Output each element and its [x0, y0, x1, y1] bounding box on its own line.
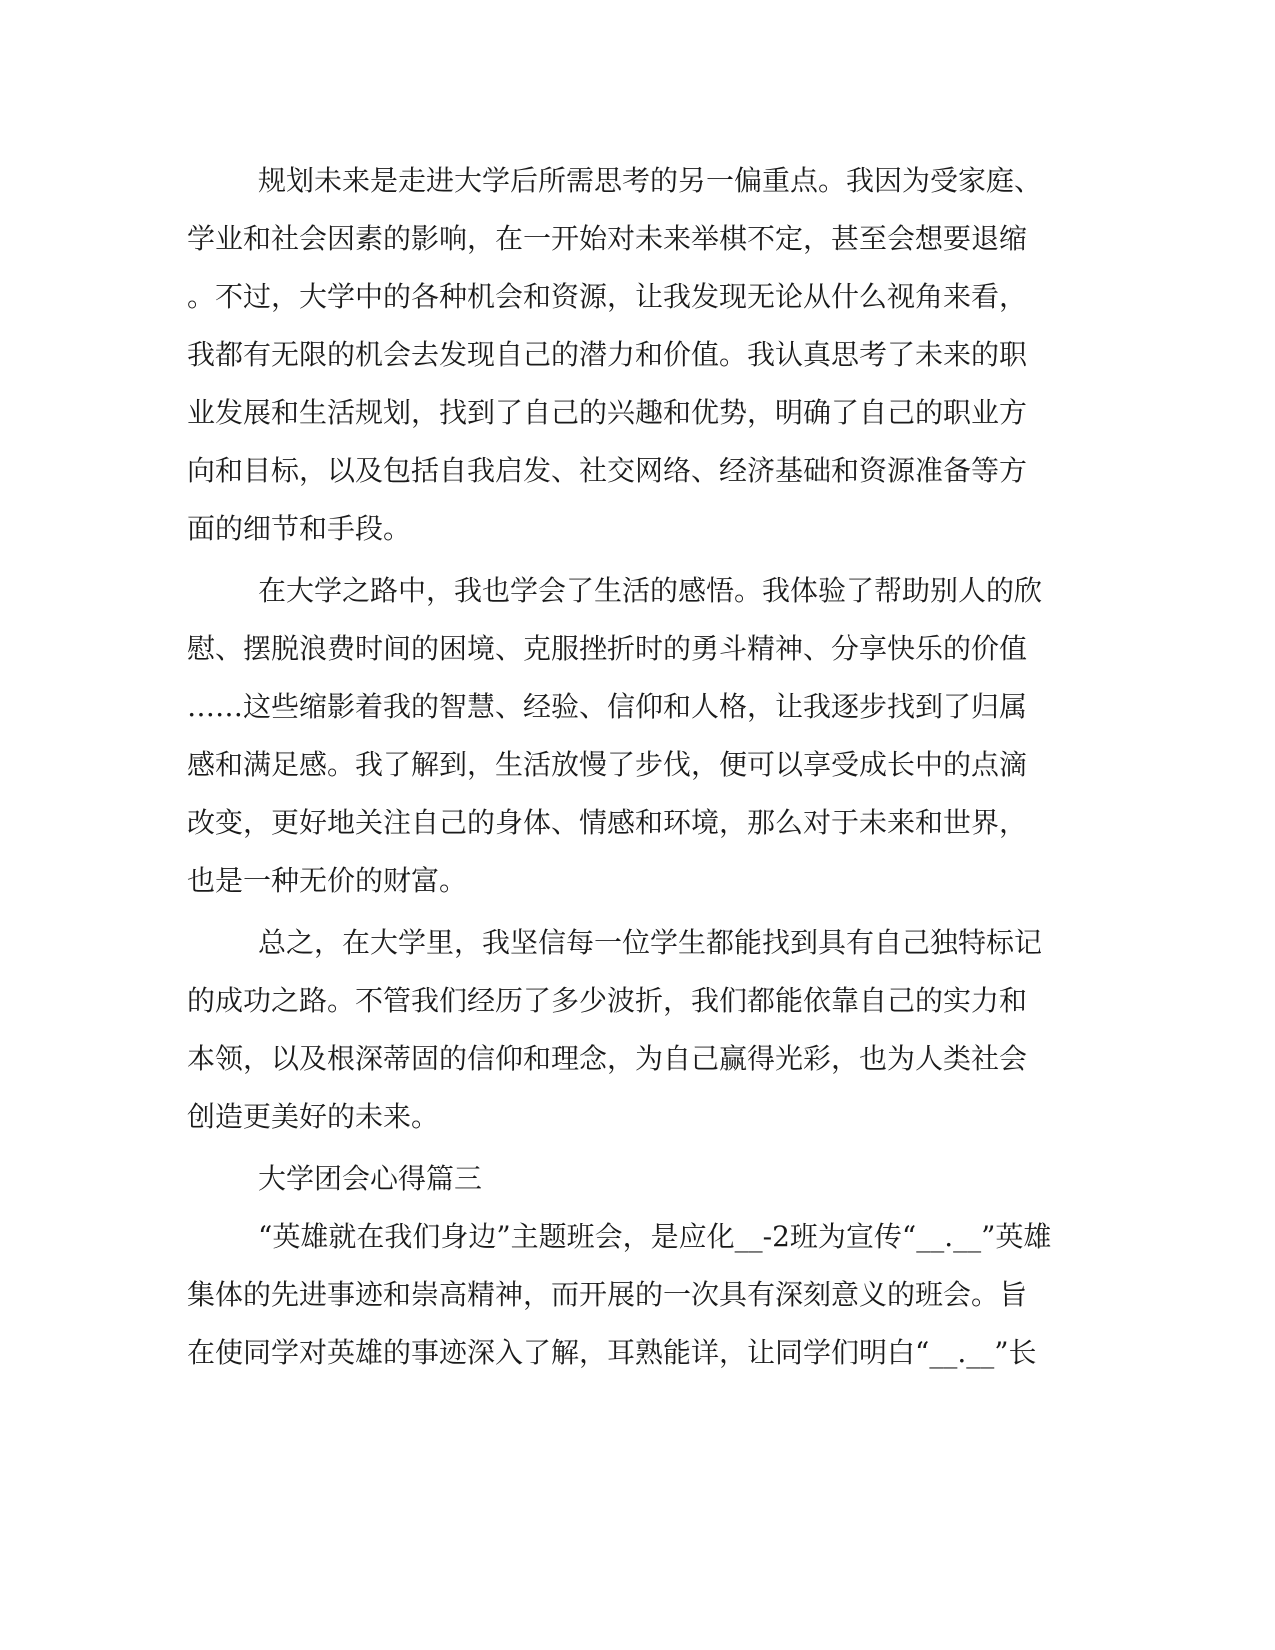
paragraph-1-line-4: 我都有无限的机会去发现自己的潜力和价值。我认真思考了未来的职: [187, 338, 1028, 371]
paragraph-2-line-1: 在大学之路中，我也学会了生活的感悟。我体验了帮助别人的欣: [258, 574, 1043, 607]
paragraph-1-line-1: 规划未来是走进大学后所需思考的另一偏重点。我因为受家庭、: [258, 164, 1043, 197]
paragraph-3-line-4: 创造更美好的未来。: [187, 1100, 440, 1133]
section-heading: 大学团会心得篇三: [258, 1162, 483, 1195]
paragraph-4-line-3: 在使同学对英雄的事迹深入了解，耳熟能详，让同学们明白“__.__”长: [187, 1336, 1037, 1369]
paragraph-3-line-2: 的成功之路。不管我们经历了多少波折，我们都能依靠自己的实力和: [187, 984, 1028, 1017]
paragraph-3-line-3: 本领，以及根深蒂固的信仰和理念，为自己赢得光彩，也为人类社会: [187, 1042, 1028, 1075]
paragraph-4-line-2: 集体的先进事迹和崇高精神，而开展的一次具有深刻意义的班会。旨: [187, 1278, 1028, 1311]
paragraph-1-line-2: 学业和社会因素的影响，在一开始对未来举棋不定，甚至会想要退缩: [187, 222, 1028, 255]
paragraph-1-line-7: 面的细节和手段。: [187, 512, 412, 545]
paragraph-1-line-5: 业发展和生活规划，找到了自己的兴趣和优势，明确了自己的职业方: [187, 396, 1028, 429]
paragraph-2-line-2: 慰、摆脱浪费时间的困境、克服挫折时的勇斗精神、分享快乐的价值: [187, 632, 1028, 665]
paragraph-1-line-3: 。不过，大学中的各种机会和资源，让我发现无论从什么视角来看，: [187, 280, 1028, 313]
paragraph-1-line-6: 向和目标，以及包括自我启发、社交网络、经济基础和资源准备等方: [187, 454, 1028, 487]
paragraph-2-line-6: 也是一种无价的财富。: [187, 864, 468, 897]
paragraph-2-line-5: 改变，更好地关注自己的身体、情感和环境，那么对于未来和世界，: [187, 806, 1028, 839]
paragraph-3-line-1: 总之，在大学里，我坚信每一位学生都能找到具有自己独特标记: [258, 926, 1043, 959]
paragraph-2-line-4: 感和满足感。我了解到，生活放慢了步伐，便可以享受成长中的点滴: [187, 748, 1028, 781]
paragraph-2-line-3: ……这些缩影着我的智慧、经验、信仰和人格，让我逐步找到了归属: [187, 690, 1028, 723]
paragraph-4-line-1: “英雄就在我们身边”主题班会，是应化__-2班为宣传“__.__”英雄: [258, 1220, 1052, 1253]
